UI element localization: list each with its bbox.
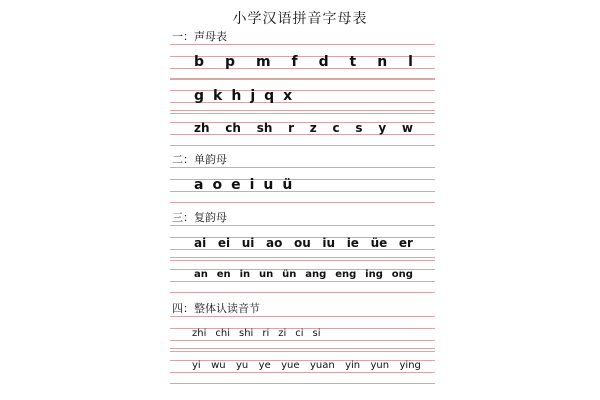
pinyin-letter: ou (293, 236, 311, 250)
letter-row (170, 173, 435, 197)
pinyin-letter: ao (266, 236, 283, 250)
pinyin-letter: h (231, 88, 242, 104)
pinyin-letter: u (263, 177, 274, 193)
pinyin-letter: yun (370, 360, 390, 371)
pinyin-letter: ang (305, 269, 327, 280)
staff-initials-row-2 (170, 78, 435, 114)
pinyin-letter: n (377, 54, 388, 70)
pinyin-letter: q (264, 88, 275, 104)
letter-row (170, 50, 435, 74)
letter-row (170, 263, 435, 287)
pinyin-letter: p (224, 54, 236, 70)
pinyin-letter: ai (194, 236, 207, 250)
staff-simple-finals (170, 167, 435, 203)
staff-initials-row-3 (170, 110, 435, 146)
pinyin-letter: c (332, 121, 340, 135)
letter-row (170, 84, 435, 108)
pinyin-letter: üe (370, 236, 388, 250)
pinyin-letter: f (291, 54, 298, 70)
pinyin-letter: yuan (309, 360, 335, 371)
pinyin-letter: yu (236, 360, 249, 371)
pinyin-letter: si (312, 328, 321, 339)
pinyin-letter: wu (211, 360, 226, 371)
letter-row (170, 231, 435, 255)
letter-row (170, 116, 435, 140)
pinyin-letter: b (194, 54, 205, 70)
pinyin-letter: t (349, 54, 357, 70)
staff-compound-finals-row-1 (170, 225, 435, 261)
section-heading-initials: 一：声母表 (172, 30, 227, 43)
pinyin-letter: chi (215, 328, 230, 339)
pinyin-letter: r (288, 121, 295, 135)
pinyin-letter: e (231, 177, 241, 193)
pinyin-letter: i (249, 177, 255, 193)
pinyin-letter: zi (278, 328, 287, 339)
pinyin-letter: eng (335, 269, 357, 280)
pinyin-letter: ci (295, 328, 304, 339)
pinyin-letter: ui (241, 236, 255, 250)
pinyin-letter: an (194, 269, 208, 280)
pinyin-letter: zhi (192, 328, 207, 339)
pinyin-letter: zh (194, 121, 210, 135)
pinyin-letter: en (216, 269, 231, 280)
pinyin-letter: w (401, 121, 413, 135)
pinyin-letter: x (283, 88, 293, 104)
pinyin-letter: un (259, 269, 274, 280)
pinyin-letter: g (194, 88, 205, 104)
pinyin-letter: ei (217, 236, 231, 250)
pinyin-letter: sh (256, 121, 273, 135)
section-heading-whole-syllables: 四：整体认读音节 (172, 302, 260, 315)
pinyin-letter: iu (322, 236, 336, 250)
pinyin-letter: in (239, 269, 251, 280)
letter-row (170, 354, 435, 378)
pinyin-letter: z (309, 121, 317, 135)
pinyin-letter: ying (399, 360, 421, 371)
pinyin-letter: a (194, 177, 204, 193)
section-heading-compound-finals: 三：复韵母 (172, 211, 227, 224)
section-heading-simple-finals: 二：单韵母 (172, 153, 227, 166)
pinyin-letter: yue (281, 360, 300, 371)
pinyin-letter: j (250, 88, 256, 104)
staff-whole-syllables-row-1 (170, 316, 435, 352)
pinyin-letter: ün (282, 269, 297, 280)
staff-initials-row-1 (170, 44, 435, 80)
letter-row (170, 322, 435, 346)
pinyin-letter: shi (239, 328, 254, 339)
pinyin-letter: ye (258, 360, 271, 371)
pinyin-letter: d (318, 54, 329, 70)
pinyin-letter: s (355, 121, 363, 135)
pinyin-letter: o (212, 177, 223, 193)
page-title: 小学汉语拼音字母表 (232, 11, 368, 27)
pinyin-letter: ing (365, 269, 383, 280)
pinyin-letter: ri (262, 328, 270, 339)
pinyin-letter: yin (345, 360, 361, 371)
pinyin-letter: k (213, 88, 223, 104)
pinyin-letter: ch (225, 121, 241, 135)
pinyin-letter: er (398, 236, 413, 250)
pinyin-letter: l (408, 54, 413, 70)
pinyin-letter: ie (346, 236, 359, 250)
pinyin-letter: m (255, 54, 271, 70)
staff-whole-syllables-row-2 (170, 348, 435, 384)
pinyin-letter: ü (282, 177, 293, 193)
pinyin-letter: y (378, 121, 387, 135)
pinyin-letter: ong (391, 269, 413, 280)
staff-compound-finals-row-2 (170, 257, 435, 293)
pinyin-letter: yi (192, 360, 201, 371)
